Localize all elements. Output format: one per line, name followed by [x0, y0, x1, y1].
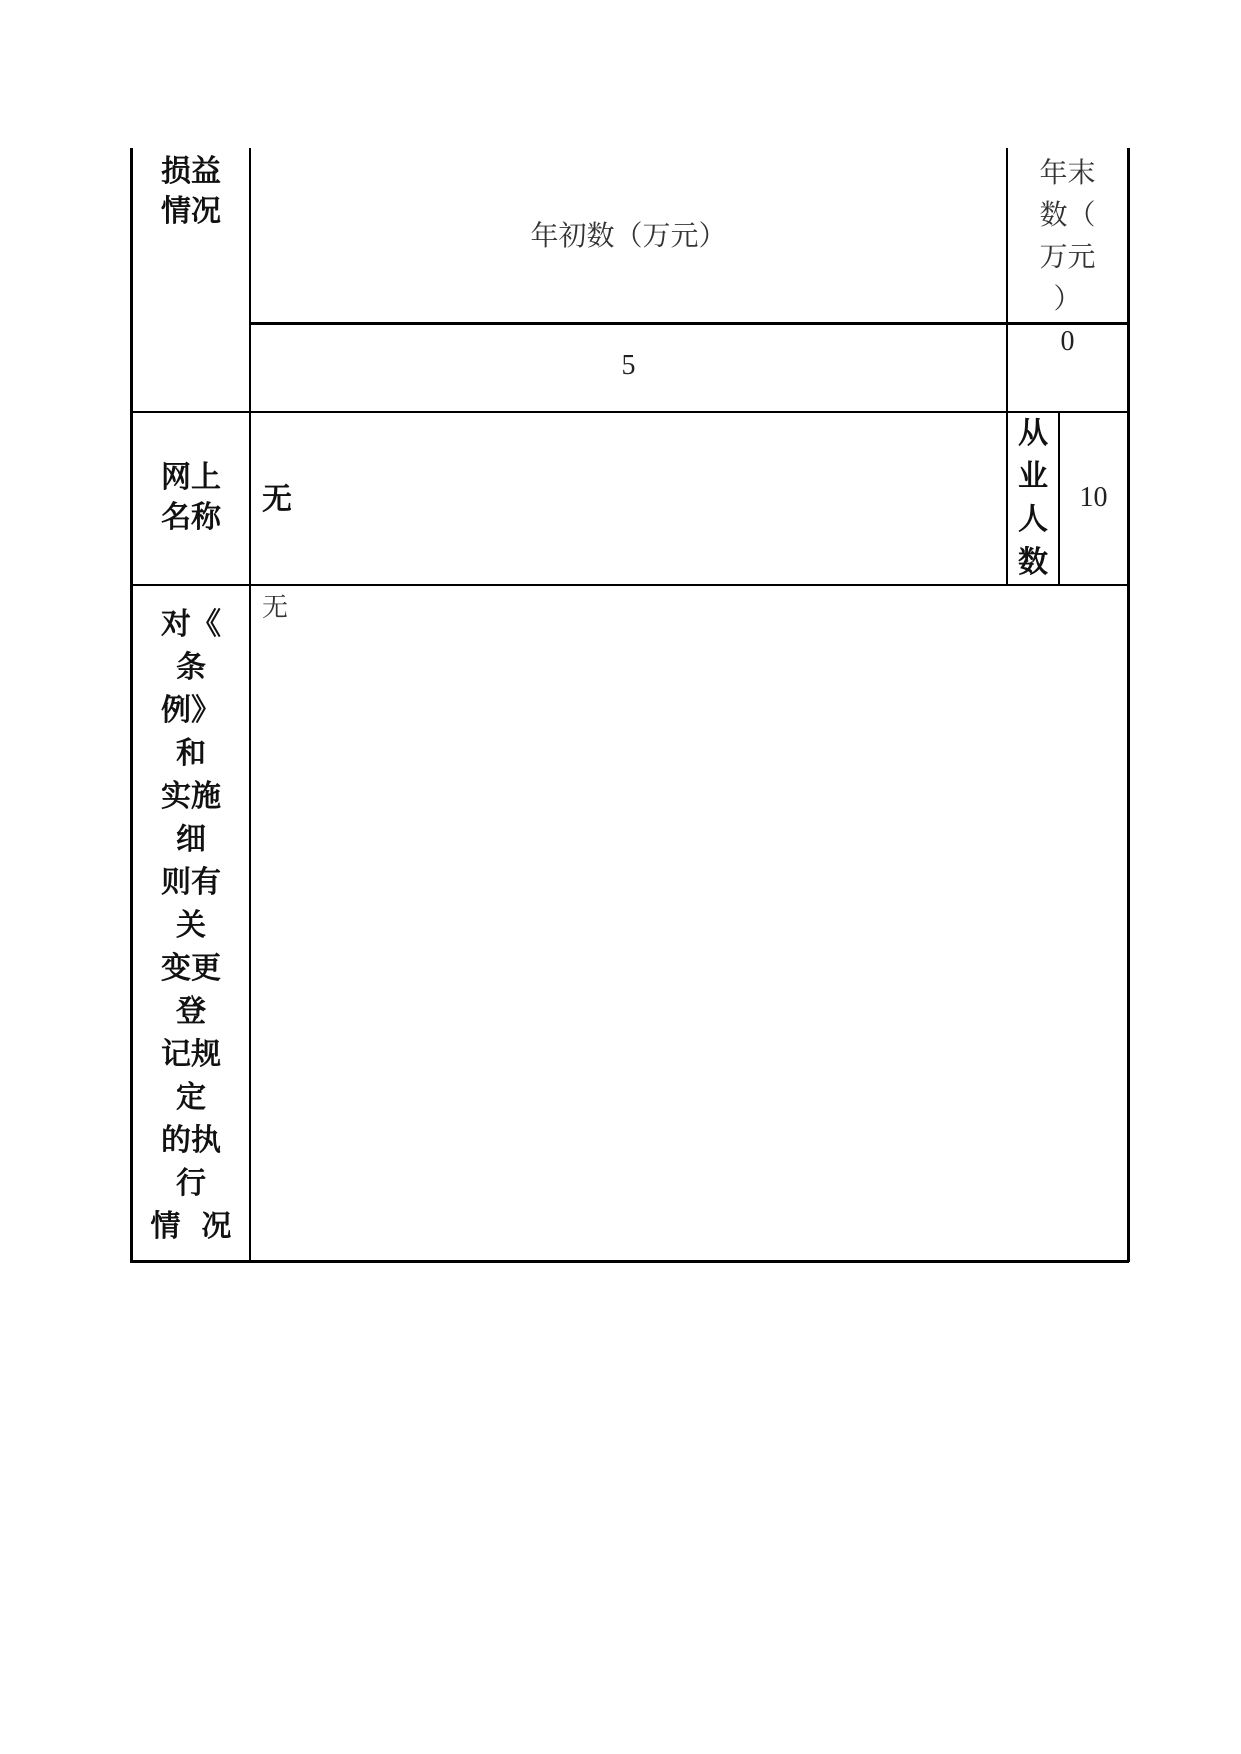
regulation-label-line: 情 况	[150, 1209, 232, 1244]
profit-loss-label-line1: 损益	[161, 154, 221, 189]
regulation-label-line: 对《	[161, 607, 221, 642]
table-right-border	[1127, 148, 1130, 1262]
regulation-label-line: 和	[176, 736, 206, 771]
online-name-label	[133, 458, 249, 538]
row-divider-1	[130, 411, 1129, 413]
end-header-line1: 年末	[1039, 156, 1096, 189]
profit-loss-label	[133, 152, 249, 232]
end-header-line2: 数（	[1039, 198, 1096, 231]
regulation-value: 无	[262, 593, 289, 623]
regulation-label-line: 例》	[161, 693, 221, 728]
regulation-label-line: 实施	[161, 779, 221, 814]
profit-loss-label-line2: 情况	[161, 194, 221, 229]
regulation-label-line: 登	[176, 994, 206, 1029]
regulation-label-line: 行	[176, 1166, 206, 1201]
regulation-label-line: 关	[176, 908, 206, 943]
table-bottom-border	[130, 1260, 1129, 1263]
online-name-label-line1: 网上	[161, 460, 221, 495]
regulation-label-line: 细	[176, 822, 206, 857]
staff-label-char2: 业	[1018, 459, 1048, 494]
end-header-line3: 万元	[1039, 240, 1096, 273]
regulation-label-line: 定	[176, 1080, 206, 1115]
online-name-label-line2: 名称	[161, 500, 221, 535]
staff-label-char4: 数	[1018, 545, 1048, 580]
end-header-line4: ）	[1053, 282, 1082, 315]
regulation-label-line: 记规	[161, 1037, 221, 1072]
regulation-label-line: 变更	[161, 951, 221, 986]
begin-amount-value: 5	[621, 350, 636, 381]
end-amount-value: 0	[1060, 326, 1075, 357]
online-name-value: 无	[262, 482, 292, 517]
staff-label-char3: 人	[1018, 502, 1048, 537]
regulation-label-line: 条	[176, 650, 206, 685]
regulation-label-line: 的执	[161, 1123, 221, 1158]
regulation-label-line: 则有	[161, 865, 221, 900]
begin-amount-header: 年初数（万元）	[530, 219, 727, 252]
staff-count-value: 10	[1079, 482, 1108, 513]
staff-label-char1: 从	[1018, 416, 1048, 451]
end-amount-header	[1008, 152, 1127, 320]
row-divider-2	[130, 584, 1129, 586]
staff-count-label	[1008, 412, 1058, 584]
label-column-divider	[249, 148, 251, 1262]
regulation-label	[133, 603, 249, 1248]
row-divider-header	[250, 322, 1129, 325]
